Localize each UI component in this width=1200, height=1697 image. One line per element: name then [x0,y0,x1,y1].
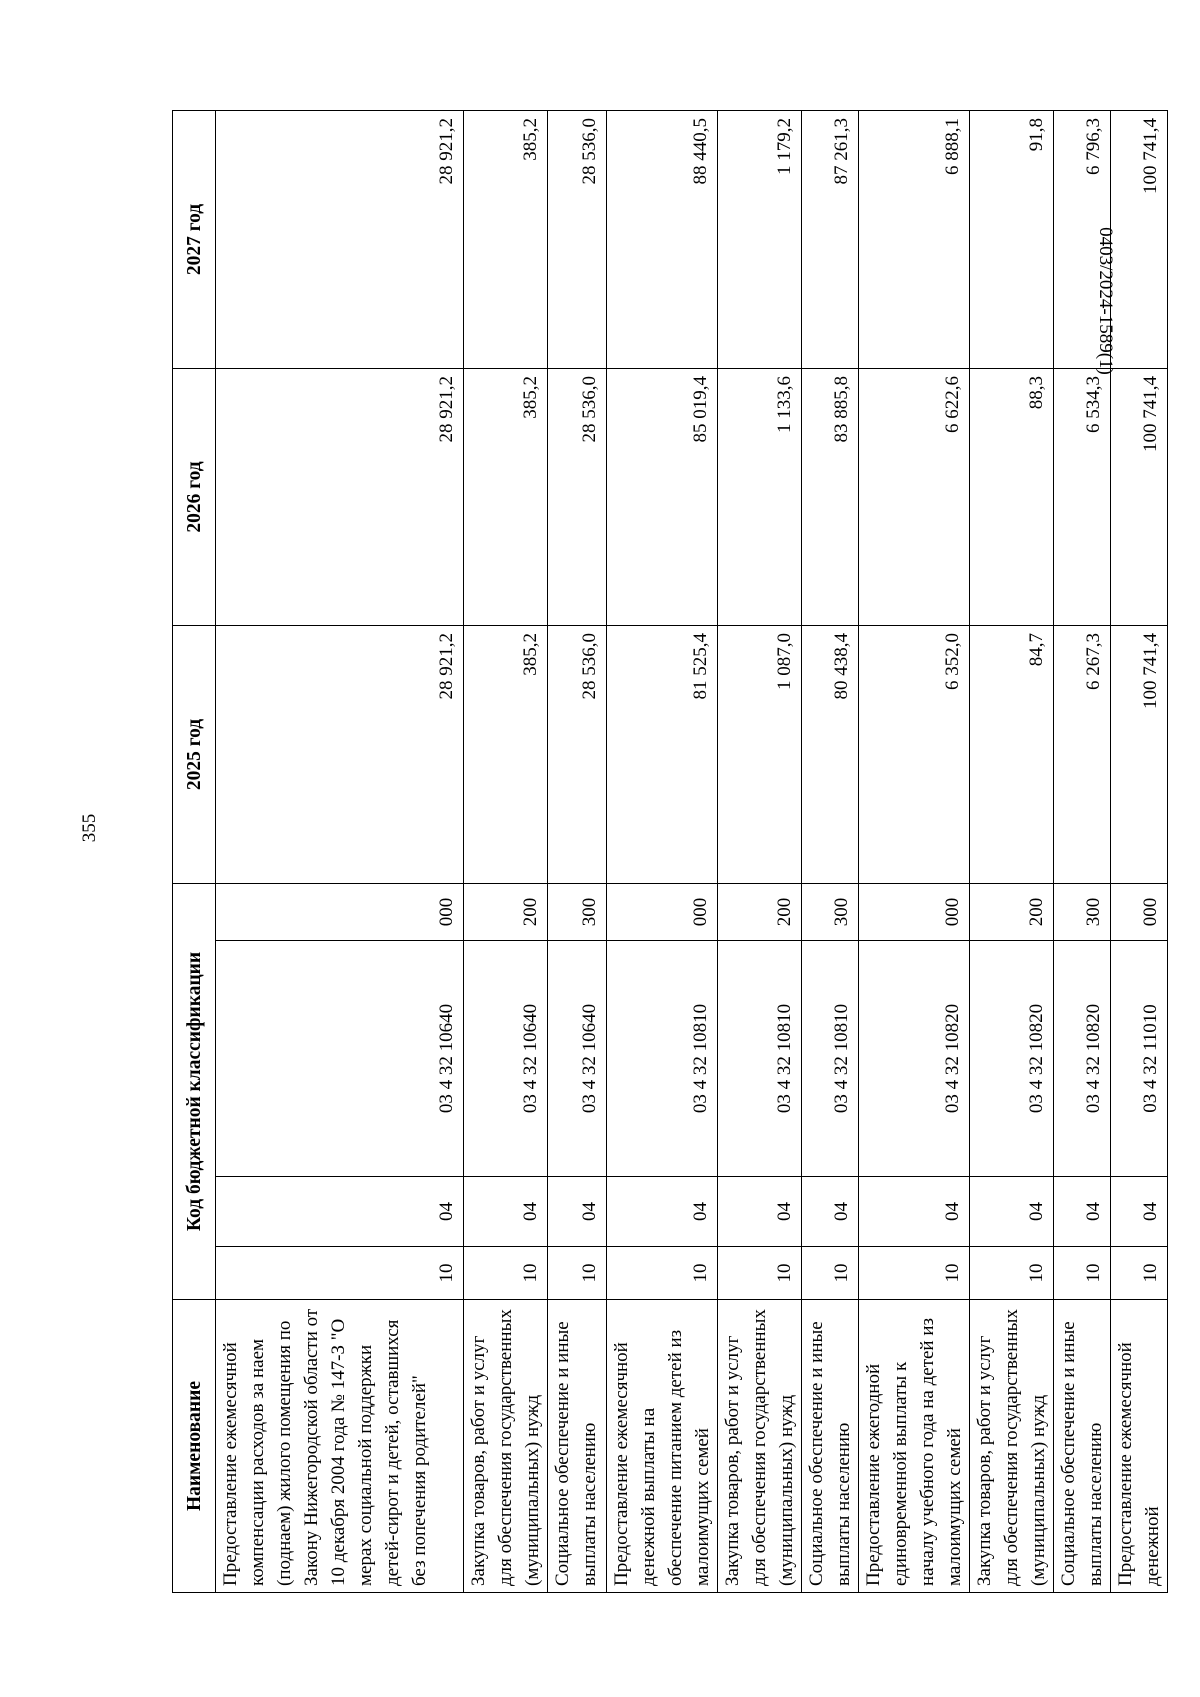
value-2025: 28 536,0 [548,626,607,884]
value-2026: 88,3 [970,369,1054,626]
value-2025: 1 087,0 [718,626,802,884]
value-2025: 100 741,4 [1111,626,1168,884]
code-target-article: 03 4 32 10640 [464,941,548,1177]
code-section: 10 [1111,1247,1168,1300]
value-2027: 87 261,3 [802,111,859,369]
code-section: 10 [802,1247,859,1300]
value-2025: 6 352,0 [859,626,970,884]
row-name: Закупка товаров, работ и услуг для обеспечения государственных (муниципальных) нужд [718,1300,802,1593]
table-row [548,111,607,1593]
code-target-article: 03 4 32 10820 [970,941,1054,1177]
code-section: 10 [859,1247,970,1300]
code-expense-type: 300 [1054,884,1111,941]
code-expense-type: 000 [859,884,970,941]
code-expense-type: 000 [1111,884,1168,941]
value-2026: 6 622,6 [859,369,970,626]
value-2026: 28 921,2 [216,369,464,626]
value-2026: 85 019,4 [607,369,718,626]
value-2027: 28 536,0 [548,111,607,369]
code-section: 10 [464,1247,548,1300]
code-section: 10 [718,1247,802,1300]
value-2025: 81 525,4 [607,626,718,884]
code-expense-type: 000 [607,884,718,941]
code-section: 10 [548,1247,607,1300]
header-2027: 2027 год [173,111,216,369]
value-2026: 6 534,3 [1054,369,1111,626]
code-target-article: 03 4 32 10810 [718,941,802,1177]
value-2025: 6 267,3 [1054,626,1111,884]
code-subsection: 04 [464,1177,548,1247]
code-section: 10 [970,1247,1054,1300]
table-row [859,111,970,1593]
code-target-article: 03 4 32 10810 [802,941,859,1177]
budget-table-rotated [172,111,1200,1586]
value-2025: 28 921,2 [216,626,464,884]
code-section: 10 [1054,1247,1111,1300]
value-2027: 91,8 [970,111,1054,369]
table-row [464,111,548,1593]
value-2026: 100 741,4 [1111,369,1168,626]
code-subsection: 04 [216,1177,464,1247]
table-row [1111,111,1168,1593]
row-name: Предоставление ежемесячной денежной [1111,1300,1168,1593]
code-target-article: 03 4 32 10820 [1054,941,1111,1177]
code-section: 10 [216,1247,464,1300]
code-expense-type: 200 [718,884,802,941]
value-2027: 385,2 [464,111,548,369]
value-2027: 88 440,5 [607,111,718,369]
row-name: Предоставление ежегодной единовременной выплаты к началу учебного года на детей из малоимущих семей [859,1300,970,1593]
value-2026: 28 536,0 [548,369,607,626]
value-2025: 385,2 [464,626,548,884]
table-row [970,111,1054,1593]
code-expense-type: 200 [464,884,548,941]
code-subsection: 04 [607,1177,718,1247]
row-name: Предоставление ежемесячной денежной выплаты на обеспечение питанием детей из малоимущих семей [607,1300,718,1593]
code-target-article: 03 4 32 10820 [859,941,970,1177]
value-2025: 84,7 [970,626,1054,884]
header-name: Наименование [173,1300,216,1593]
code-subsection: 04 [548,1177,607,1247]
code-subsection: 04 [718,1177,802,1247]
value-2026: 385,2 [464,369,548,626]
code-section: 10 [607,1247,718,1300]
header-2025: 2025 год [173,626,216,884]
code-expense-type: 200 [970,884,1054,941]
value-2027: 28 921,2 [216,111,464,369]
table-row [718,111,802,1593]
row-name: Предоставление ежемесячной компенсации расходов за наем (поднаем) жилого помещения по Закону Нижегородской области от 10 декабря 2004 года № 147-З "О мерах социальной поддержки детей-сирот и детей, оставшихся без попечения родителей" [216,1300,464,1593]
value-2025: 80 438,4 [802,626,859,884]
value-2026: 1 133,6 [718,369,802,626]
code-expense-type: 000 [216,884,464,941]
row-name: Социальное обеспечение и иные выплаты населению [1054,1300,1111,1593]
code-subsection: 04 [859,1177,970,1247]
code-expense-type: 300 [548,884,607,941]
code-subsection: 04 [1054,1177,1111,1247]
row-name: Социальное обеспечение и иные выплаты населению [802,1300,859,1593]
page-number: 355 [79,813,100,843]
code-target-article: 03 4 32 10640 [548,941,607,1177]
code-subsection: 04 [970,1177,1054,1247]
budget-table [172,110,1168,1593]
code-subsection: 04 [1111,1177,1168,1247]
value-2027: 100 741,4 [1111,111,1168,369]
header-code: Код бюджетной классификации [173,884,216,1300]
header-2026: 2026 год [173,369,216,626]
code-target-article: 03 4 32 11010 [1111,941,1168,1177]
value-2027: 6 888,1 [859,111,970,369]
table-row [607,111,718,1593]
table-row [216,111,464,1593]
code-target-article: 03 4 32 10640 [216,941,464,1177]
table-row [802,111,859,1593]
row-name: Социальное обеспечение и иные выплаты населению [548,1300,607,1593]
value-2027: 6 796,3 [1054,111,1111,369]
value-2027: 1 179,2 [718,111,802,369]
document-code: 0403/2024-1589(1) [1095,227,1116,375]
row-name: Закупка товаров, работ и услуг для обеспечения государственных (муниципальных) нужд [464,1300,548,1593]
value-2026: 83 885,8 [802,369,859,626]
code-target-article: 03 4 32 10810 [607,941,718,1177]
code-expense-type: 300 [802,884,859,941]
table-header-row [173,111,216,1593]
code-subsection: 04 [802,1177,859,1247]
row-name: Закупка товаров, работ и услуг для обеспечения государственных (муниципальных) нужд [970,1300,1054,1593]
